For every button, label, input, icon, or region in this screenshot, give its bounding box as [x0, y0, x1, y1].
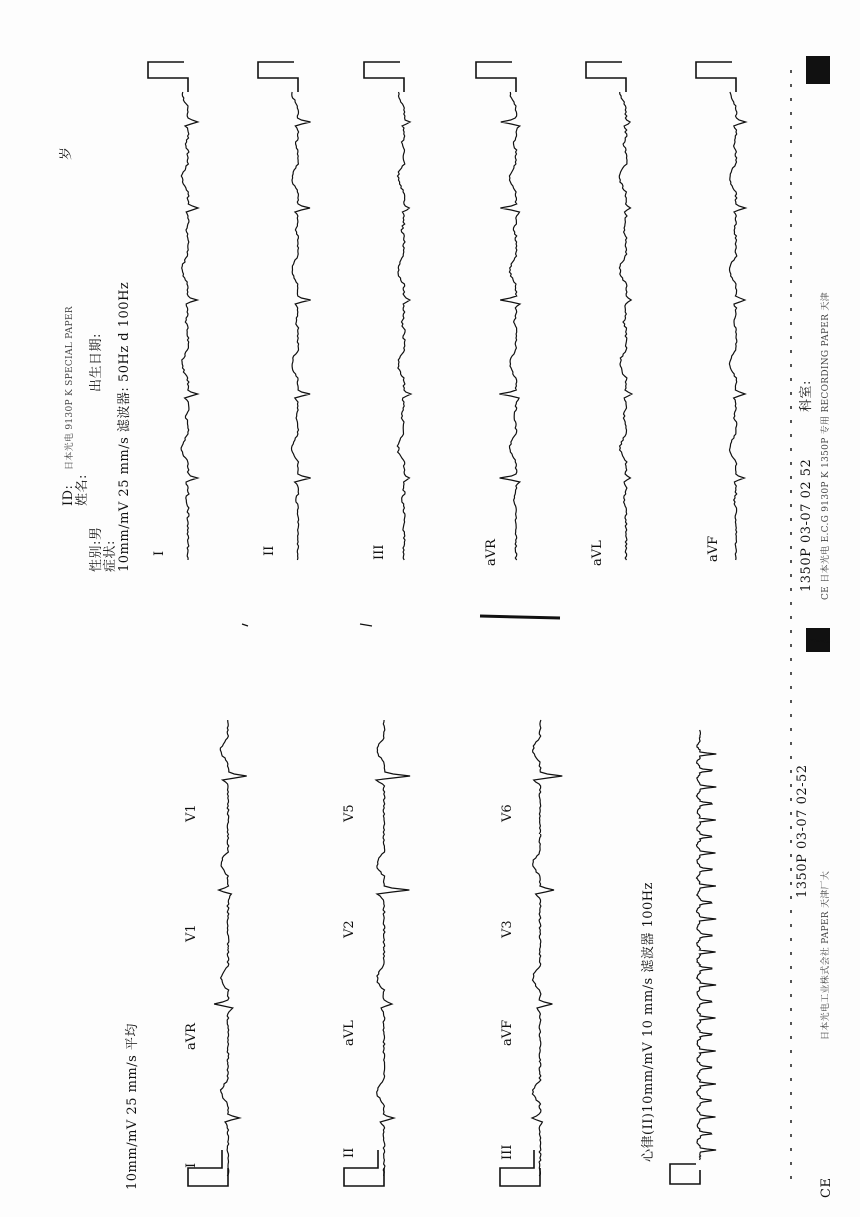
ecg-trace-upper-I [181, 92, 198, 560]
lead-label-aVL: aVL [590, 540, 605, 566]
edge-tick-mark [790, 196, 792, 199]
edge-tick-mark [790, 378, 792, 381]
edge-tick-mark [790, 938, 792, 941]
upper-timestamp: 1350P 03-07 02 52 [799, 458, 814, 592]
edge-tick-mark [790, 1120, 792, 1123]
ecg-trace-lower-V1 [219, 834, 232, 948]
edge-tick-mark [790, 322, 792, 325]
edge-tick-mark [790, 210, 792, 213]
ecg-trace-upper-aVL [619, 92, 632, 560]
lead-label-lower-aVR: aVR [184, 1023, 199, 1050]
edge-tick-mark [790, 364, 792, 367]
lead-label-lower-V6: V6 [500, 804, 515, 822]
edge-tick-mark [790, 294, 792, 297]
edge-tick-mark [790, 1148, 792, 1151]
edge-tick-mark [790, 462, 792, 465]
edge-tick-mark [790, 588, 792, 591]
edge-tick-mark [790, 266, 792, 269]
ecg-trace-upper-aVR [499, 92, 520, 560]
edge-tick-mark [790, 84, 792, 87]
edge-tick-mark [790, 896, 792, 899]
edge-tick-mark [790, 868, 792, 871]
edge-tick-mark [790, 140, 792, 143]
lead-label-lower-I: I [184, 1162, 199, 1168]
edge-tick-mark [790, 630, 792, 633]
ecg-trace-lower-V3 [533, 834, 554, 948]
edge-tick-mark [790, 1176, 792, 1179]
lead-label-aVF: aVF [706, 535, 721, 562]
edge-tick-mark [790, 546, 792, 549]
lead-label-lower-aVF: aVF [500, 1019, 515, 1046]
paper-brand-top: 日本光电 9130P K SPECIAL PAPER [65, 306, 75, 470]
edge-tick-mark [790, 406, 792, 409]
edge-tick-mark [790, 126, 792, 129]
edge-tick-mark [790, 602, 792, 605]
lead-label-lower-V3: V3 [500, 920, 515, 938]
department-label: 科室: [799, 380, 814, 412]
edge-tick-mark [790, 154, 792, 157]
ecg-rhythm-strip-II [697, 730, 717, 1160]
edge-tick-mark [790, 350, 792, 353]
lead-label-lower-aVL: aVL [342, 1020, 357, 1046]
edge-tick-mark [790, 434, 792, 437]
ecg-trace-lower-V6 [533, 720, 563, 834]
edge-tick-mark [790, 994, 792, 997]
ecg-trace-lower-V2 [377, 834, 410, 948]
lead-label-lower-III: III [500, 1144, 515, 1160]
edge-tick-mark [790, 686, 792, 689]
edge-tick-mark [790, 70, 792, 73]
edge-tick-mark [790, 504, 792, 507]
ecg-trace-lower-aVL [377, 948, 392, 1062]
ecg-trace-lower-aVF [533, 948, 553, 1062]
sync-mark-block [806, 628, 830, 652]
edge-tick-mark [790, 826, 792, 829]
lead-label-II: II [262, 545, 277, 556]
corner-mark-block [806, 56, 830, 84]
edge-tick-mark [790, 784, 792, 787]
birth-date-label: 出生日期: [89, 333, 104, 392]
edge-tick-mark [790, 238, 792, 241]
age-unit: 岁 [59, 146, 74, 160]
edge-tick-mark [790, 854, 792, 857]
edge-tick-mark [790, 728, 792, 731]
ce-mark: CE [819, 1177, 834, 1198]
edge-tick-mark [790, 658, 792, 661]
lead-label-III: III [372, 544, 387, 560]
edge-tick-mark [790, 1064, 792, 1067]
symptom-label: 症状: [103, 540, 118, 572]
edge-tick-mark [790, 980, 792, 983]
ecg-trace-lower-III [532, 1062, 542, 1176]
id-label: ID: [61, 484, 76, 506]
edge-tick-mark [790, 1036, 792, 1039]
edge-tick-mark [790, 1078, 792, 1081]
edge-tick-mark [790, 112, 792, 115]
edge-tick-mark [790, 1022, 792, 1025]
calibration-pulse-rhythm [670, 1164, 700, 1184]
edge-tick-mark [790, 672, 792, 675]
edge-tick-mark [790, 1134, 792, 1137]
edge-tick-mark [790, 308, 792, 311]
edge-tick-mark [790, 1008, 792, 1011]
lead-label-lower-II: II [342, 1147, 357, 1158]
calibration-pulse-upper-II [258, 62, 298, 92]
edge-tick-mark [790, 966, 792, 969]
edge-tick-mark [790, 1162, 792, 1165]
lead-label-lower-V1a: V1 [184, 924, 199, 942]
upper-settings: 10mm/mV 25 mm/s 滤波器: 50Hz d 100Hz [117, 281, 132, 572]
lead-label-lower-V2: V2 [342, 920, 357, 938]
name-label: 姓名: [75, 474, 90, 506]
edge-tick-mark [790, 224, 792, 227]
edge-tick-mark [790, 924, 792, 927]
edge-tick-mark [790, 252, 792, 255]
edge-tick-mark [790, 700, 792, 703]
edge-tick-mark [790, 336, 792, 339]
ecg-trace-lower-V5 [376, 720, 410, 834]
edge-tick-mark [790, 770, 792, 773]
edge-tick-mark [790, 280, 792, 283]
edge-tick-mark [790, 616, 792, 619]
lead-label-lower-V5: V5 [342, 804, 357, 822]
edge-tick-mark [790, 756, 792, 759]
lead-label-aVR: aVR [484, 539, 499, 566]
edge-tick-mark [790, 882, 792, 885]
ecg-trace-lower-V1 [220, 720, 246, 834]
ecg-trace-upper-aVF [729, 92, 745, 560]
calibration-pulse-upper-aVL [586, 62, 626, 92]
edge-tick-mark [790, 840, 792, 843]
edge-tick-mark [790, 490, 792, 493]
edge-tick-mark [790, 798, 792, 801]
fold-separator-line [360, 624, 372, 626]
calibration-pulse-upper-III [364, 62, 404, 92]
lower-timestamp: 1350P 03-07 02-52 [795, 764, 810, 898]
ecg-trace-upper-II [292, 92, 311, 560]
edge-tick-mark [790, 1050, 792, 1053]
calibration-pulse-upper-aVR [476, 62, 516, 92]
edge-tick-mark [790, 644, 792, 647]
edge-tick-mark [790, 812, 792, 815]
edge-tick-mark [790, 952, 792, 955]
edge-tick-mark [790, 182, 792, 185]
ecg-trace-lower-aVR [214, 948, 233, 1062]
edge-tick-mark [790, 448, 792, 451]
edge-tick-mark [790, 532, 792, 535]
edge-tick-mark [790, 476, 792, 479]
edge-tick-mark [790, 168, 792, 171]
lower-settings: 10mm/mV 25 mm/s 平均 [125, 1023, 140, 1190]
lead-label-I: I [152, 550, 167, 556]
edge-tick-mark [790, 420, 792, 423]
ecg-trace-upper-III [397, 92, 411, 560]
sex-label: 性别:男 [89, 526, 104, 572]
edge-tick-mark [790, 98, 792, 101]
edge-tick-mark [790, 910, 792, 913]
edge-tick-mark [790, 714, 792, 717]
edge-tick-mark [790, 518, 792, 521]
calibration-pulse-upper-I [148, 62, 188, 92]
edge-tick-mark [790, 392, 792, 395]
lead-label-lower-V1b: V1 [184, 804, 199, 822]
lower-brand-strip: 日本光电工业株式会社 PAPER 天津厂大 [821, 870, 831, 1040]
ecg-trace-lower-I [221, 1062, 240, 1176]
fold-separator-line [242, 624, 248, 626]
upper-brand-strip: CE 日本光电 E.C.G 9130P K 1350P 专用 RECORDING PAPER 天津 [821, 292, 831, 600]
calibration-pulse-lower-row-1 [188, 1150, 228, 1186]
edge-tick-mark [790, 742, 792, 745]
fold-separator-line [480, 616, 560, 618]
edge-tick-mark [790, 560, 792, 563]
ecg-trace-lower-II [377, 1062, 394, 1176]
calibration-pulse-upper-aVF [696, 62, 736, 92]
rhythm-strip-label: 心律(II)10mm/mV 10 mm/s 滤波器 100Hz [641, 882, 656, 1162]
edge-tick-mark [790, 574, 792, 577]
edge-tick-mark [790, 1106, 792, 1109]
edge-tick-mark [790, 1092, 792, 1095]
